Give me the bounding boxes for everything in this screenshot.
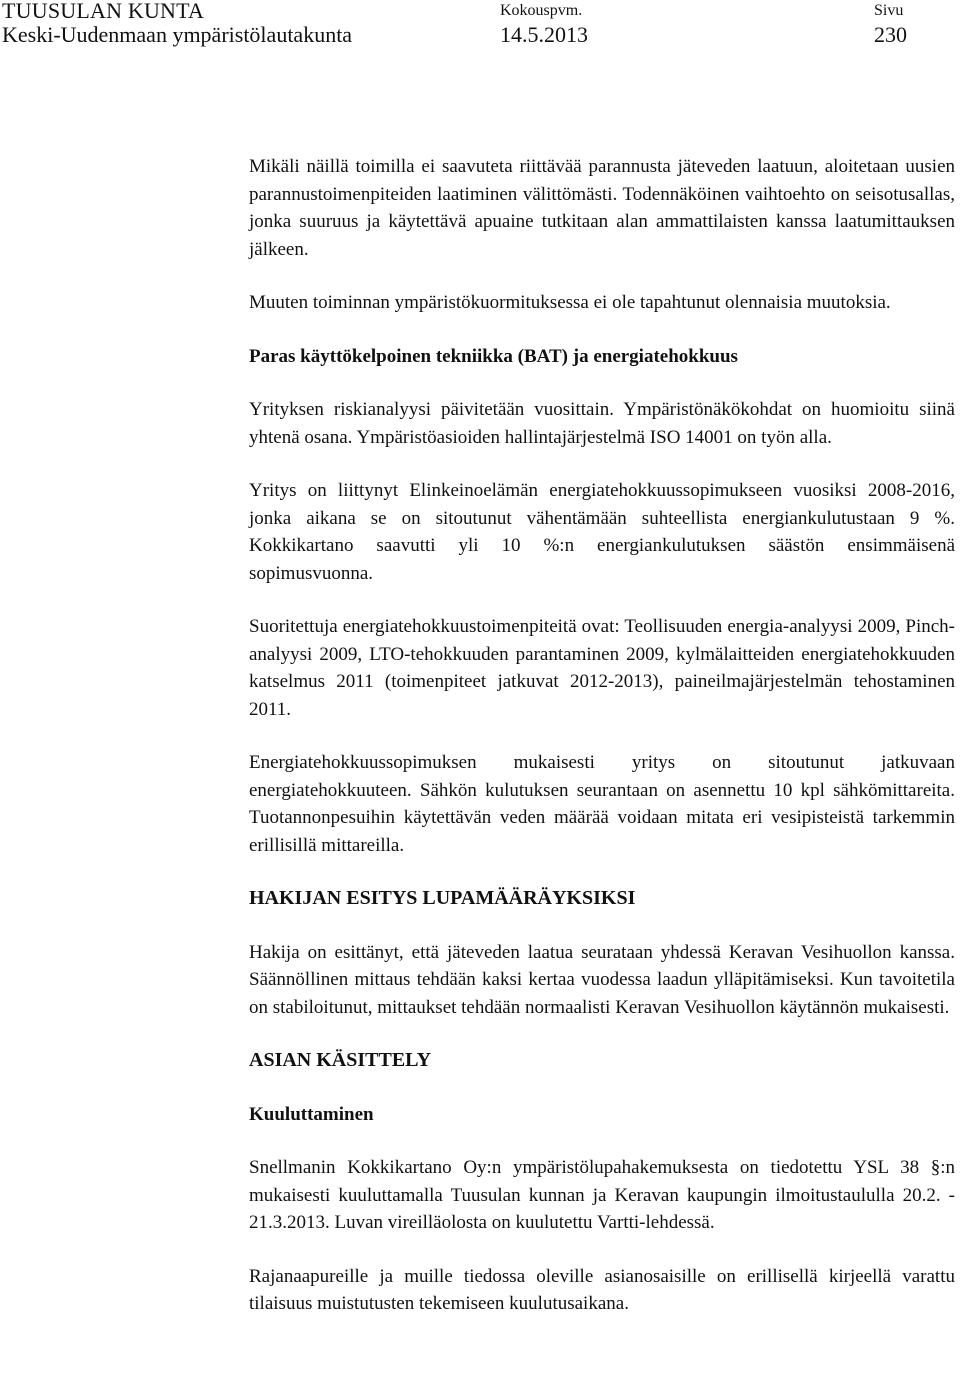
heading-applicant-proposal: HAKIJAN ESITYS LUPAMÄÄRÄYKSIKSI — [249, 887, 636, 909]
page-label: Sivu — [874, 2, 904, 19]
paragraph-neighbours: Rajanaapureille ja muille tiedossa oleville asianosaisille on erillisellä kirjeellä varattu tilaisuus muistutusten tekemiseen kuulutusaikana. — [249, 1265, 955, 1314]
meeting-date: 14.5.2013 — [500, 22, 588, 47]
paragraph-wastewater-monitoring: Hakija on esittänyt, että jäteveden laatua seurataan yhdessä Keravan Vesihuollon kanssa. Säännöllinen mittaus tehdään kaksi kertaa vuodessa laadun ylläpitämiseksi. Kun tavoitetila on stabiloitunut, mittaukset tehdään normaalisti Keravan Vesihuollon käytännön mukaisesti. — [249, 941, 955, 1018]
paragraph-energy-agreement: Yritys on liittynyt Elinkeinoelämän energiatehokkuussopimukseen vuosiksi 2008-2016, jonka aikana se on sitoutunut vähentämään suhteellista energiankulutustaan 9 %. Kokkikartano saavutti yli 10 %:n energiankulutuksen säästön ensimmäisenä sopimusvuonna. — [249, 480, 955, 584]
meeting-date-label: Kokouspvm. — [500, 2, 583, 19]
paragraph-energy-measures: Suoritettuja energiatehokkuustoimenpiteitä ovat: Teollisuuden energia-analyysi 2009, Pinch-analyysi 2009, LTO-tehokkuuden parantaminen 2009, kylmälaitteiden energiatehokkuuden katselmus 2011 (toimenpiteet jatkuvat 2012-2013), paineilmajärjestelmän tehostaminen 2011. — [249, 616, 955, 720]
paragraph-no-changes: Muuten toiminnan ympäristökuormituksessa ei ole tapahtunut olennaisia muutoksia. — [249, 292, 891, 313]
heading-announcement: Kuuluttaminen — [249, 1103, 374, 1125]
paragraph-energy-monitoring: Energiatehokkuussopimuksen mukaisesti yritys on sitoutunut jatkuvaan energiatehokkuuteen. Sähkön kulutuksen seurantaan on asennettu 10 kpl sähkömittareita. Tuotannonpesuihin käytettävän veden määrää voidaan mitata eri vesipisteistä tarkemmin erillisillä mittareilla. — [249, 752, 955, 856]
board-name: Keski-Uudenmaan ympäristölautakunta — [2, 22, 353, 47]
paragraph-announcement: Snellmanin Kokkikartano Oy:n ympäristölupahakemuksesta on tiedotettu YSL 38 §:n mukaisesti kuuluttamalla Tuusulan kunnan ja Keravan kaupungin ilmoitustaululla 20.2. - 21.3.2013. Luvan vireilläolosta on kuulutettu Vartti-lehdessä. — [249, 1157, 955, 1233]
organization-name: TUUSULAN KUNTA — [2, 0, 205, 23]
paragraph-risk-analysis: Yrityksen riskianalyysi päivitetään vuosittain. Ympäristönäkökohdat on huomioitu siinä yhtenä osana. Ympäristöasioiden hallintajärjestelmä ISO 14001 on työn alla. — [249, 399, 955, 448]
document-body — [249, 153, 955, 1318]
document-header — [0, 0, 960, 52]
heading-case-handling: ASIAN KÄSITTELY — [249, 1049, 432, 1071]
page-number: 230 — [874, 22, 907, 47]
heading-bat-energy: Paras käyttökelpoinen tekniikka (BAT) ja energiatehokkuus — [249, 345, 738, 367]
paragraph-improvement-measures: Mikäli näillä toimilla ei saavuteta riittävää parannusta jäteveden laatuun, aloitetaan uusien parannustoimenpiteiden laatiminen välittömästi. Todennäköinen vaihtoehto on seisotusallas, jonka suuruus ja käytettävä apuaine tutkitaan alan ammattilaisten kanssa laatumittauksen jälkeen. — [249, 156, 955, 260]
